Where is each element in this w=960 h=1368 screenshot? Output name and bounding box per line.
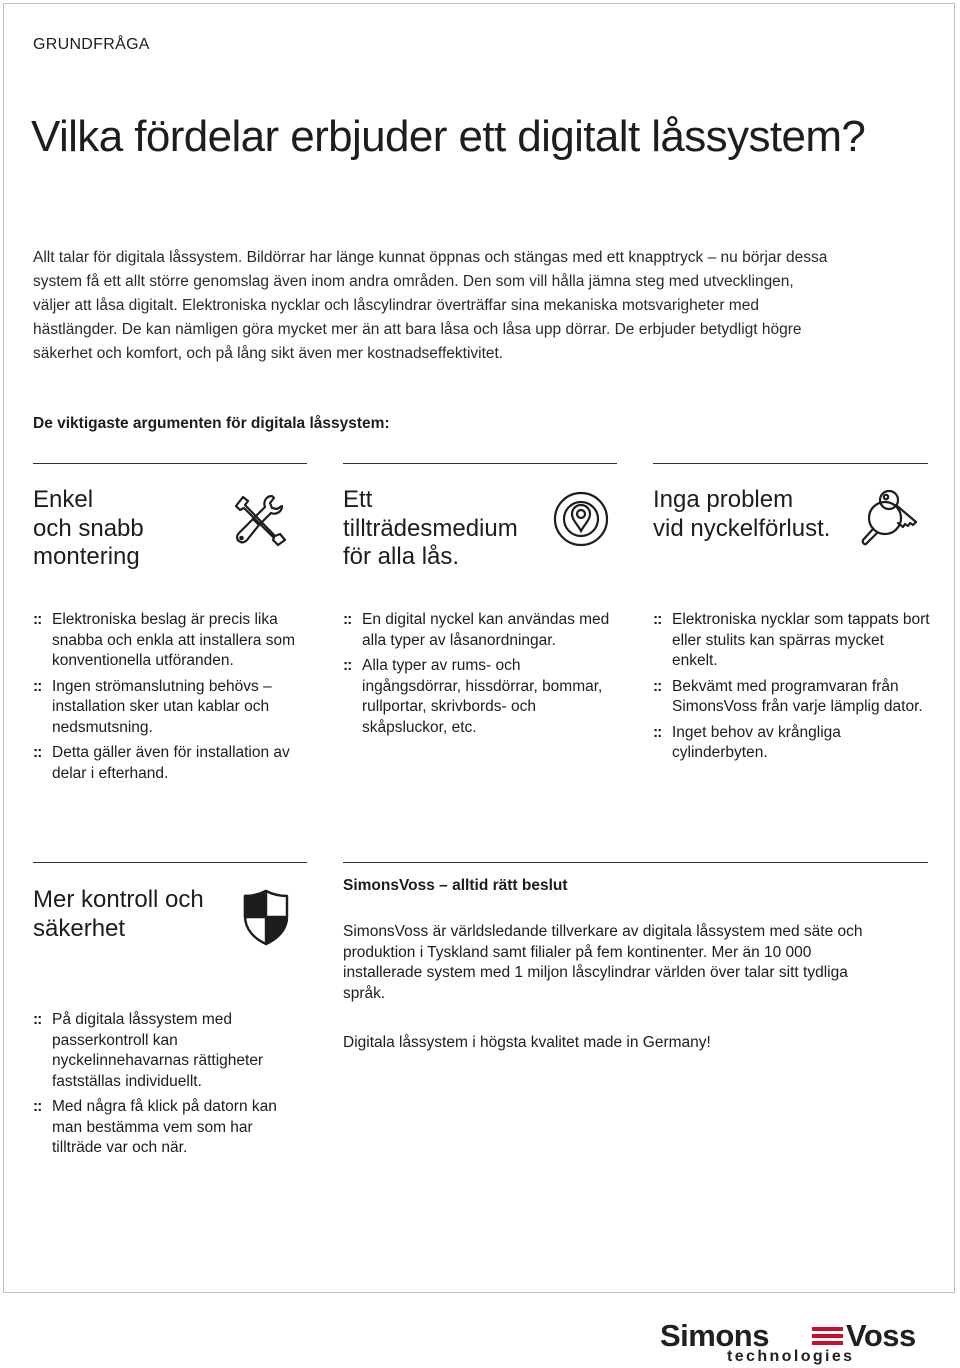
transponder-icon <box>552 490 610 548</box>
eyebrow-label: GRUNDFRÅGA <box>33 36 150 53</box>
column-1-title-line-3: montering <box>33 543 140 570</box>
list-item: :: Inget behov av krångliga cylinderbyten. <box>653 723 933 764</box>
column-1-rule <box>33 463 307 464</box>
list-item: :: Med några få klick på datorn kan man bestämma vem som har tillträde var och när. <box>33 1097 305 1159</box>
security-title-line-2: säkerhet <box>33 914 126 942</box>
list-item: :: En digital nyckel kan användas med alla typer av låsanordningar. <box>343 610 623 651</box>
list-item: :: Elektroniska beslag är precis lika snabba och enkla att installera som konventionella utföranden. <box>33 610 305 672</box>
column-1-title-line-2: och snabb <box>33 514 144 542</box>
simonsvoss-rule <box>343 862 928 863</box>
column-3-title-line-2: vid nyckelförlust. <box>653 514 831 542</box>
column-2-title-line-2: tillträdesmedium <box>343 514 518 542</box>
simonsvoss-logo <box>660 1318 942 1366</box>
security-bullets <box>33 1010 305 1164</box>
column-3-title-line-1: Inga problem <box>653 486 794 513</box>
list-item: :: Bekvämt med programvaran från SimonsVoss från varje lämplig dator. <box>653 677 933 718</box>
security-title-line-1: Mer kontroll och <box>33 886 204 913</box>
key-magnifier-icon <box>858 486 924 552</box>
tools-icon <box>232 492 288 548</box>
list-item: :: Ingen strömanslutning behövs – installation sker utan kablar och nedsmutsning. <box>33 677 305 739</box>
security-rule <box>33 862 307 863</box>
list-item: :: Elektroniska nycklar som tappats bort eller stulits kan spärras mycket enkelt. <box>653 610 933 672</box>
column-1-title-line-1: Enkel <box>33 486 94 513</box>
logo-equals-mark <box>812 1327 843 1345</box>
list-item: :: Alla typer av rums- och ingångsdörrar, hissdörrar, bommar, rullportar, skrivbords- och skåpsluckor, etc. <box>343 656 623 738</box>
list-item: :: Detta gäller även för installation av delar i efterhand. <box>33 743 305 784</box>
simonsvoss-paragraph-1: SimonsVoss är världsledande tillverkare av digitala låssystem med säte och produktion i Tyskland samt filialer på fem kontinenter. Mer än 10 000 installerade system med 1 miljon låscylindrar världen över talar sitt tydliga språk. <box>343 923 863 1002</box>
column-3-rule <box>653 463 928 464</box>
logo-word-voss: Voss <box>846 1318 916 1353</box>
column-2-title-line-1: Ett <box>343 486 373 513</box>
page-title: Vilka fördelar erbjuder ett digitalt låssystem? <box>31 112 866 161</box>
simonsvoss-heading: SimonsVoss – alltid rätt beslut <box>343 877 568 894</box>
simonsvoss-paragraph-2: Digitala låssystem i högsta kvalitet made in Germany! <box>343 1034 711 1051</box>
column-2-bullets <box>343 610 623 743</box>
column-1-title <box>33 486 144 572</box>
column-1-bullets <box>33 610 305 789</box>
column-2-title <box>343 486 518 572</box>
logo-word-simons: Simons <box>660 1318 769 1353</box>
intro-paragraph: Allt talar för digitala låssystem. Bildörrar har länge kunnat öppnas och stängas med ett knapptryck – nu börjar dessa system få ett allt större genomslag även inom andra områden. Den som vill hålla jämna steg med utvecklingen, väljer att låsa digitalt. Elektroniska nycklar och låscylindrar överträffar sina mekaniska motsvarigheter med hästlängder. De kan nämligen göra mycket mer än att bara låsa och låsa upp dörrar. De erbjuder betydligt högre säkerhet och komfort, och på lång sikt även mer kostnadseffektivitet. <box>33 249 828 362</box>
column-3-title <box>653 486 830 543</box>
security-title <box>33 886 204 943</box>
column-2-title-line-3: för alla lås. <box>343 543 460 570</box>
arguments-heading: De viktigaste argumenten för digitala låssystem: <box>33 415 390 432</box>
column-2-rule <box>343 463 617 464</box>
logo-subtitle: technologies <box>727 1348 855 1365</box>
list-item: :: På digitala låssystem med passerkontroll kan nyckelinnehavarnas rättigheter fastställas individuellt. <box>33 1010 305 1092</box>
shield-icon <box>242 888 290 946</box>
column-3-bullets <box>653 610 933 769</box>
